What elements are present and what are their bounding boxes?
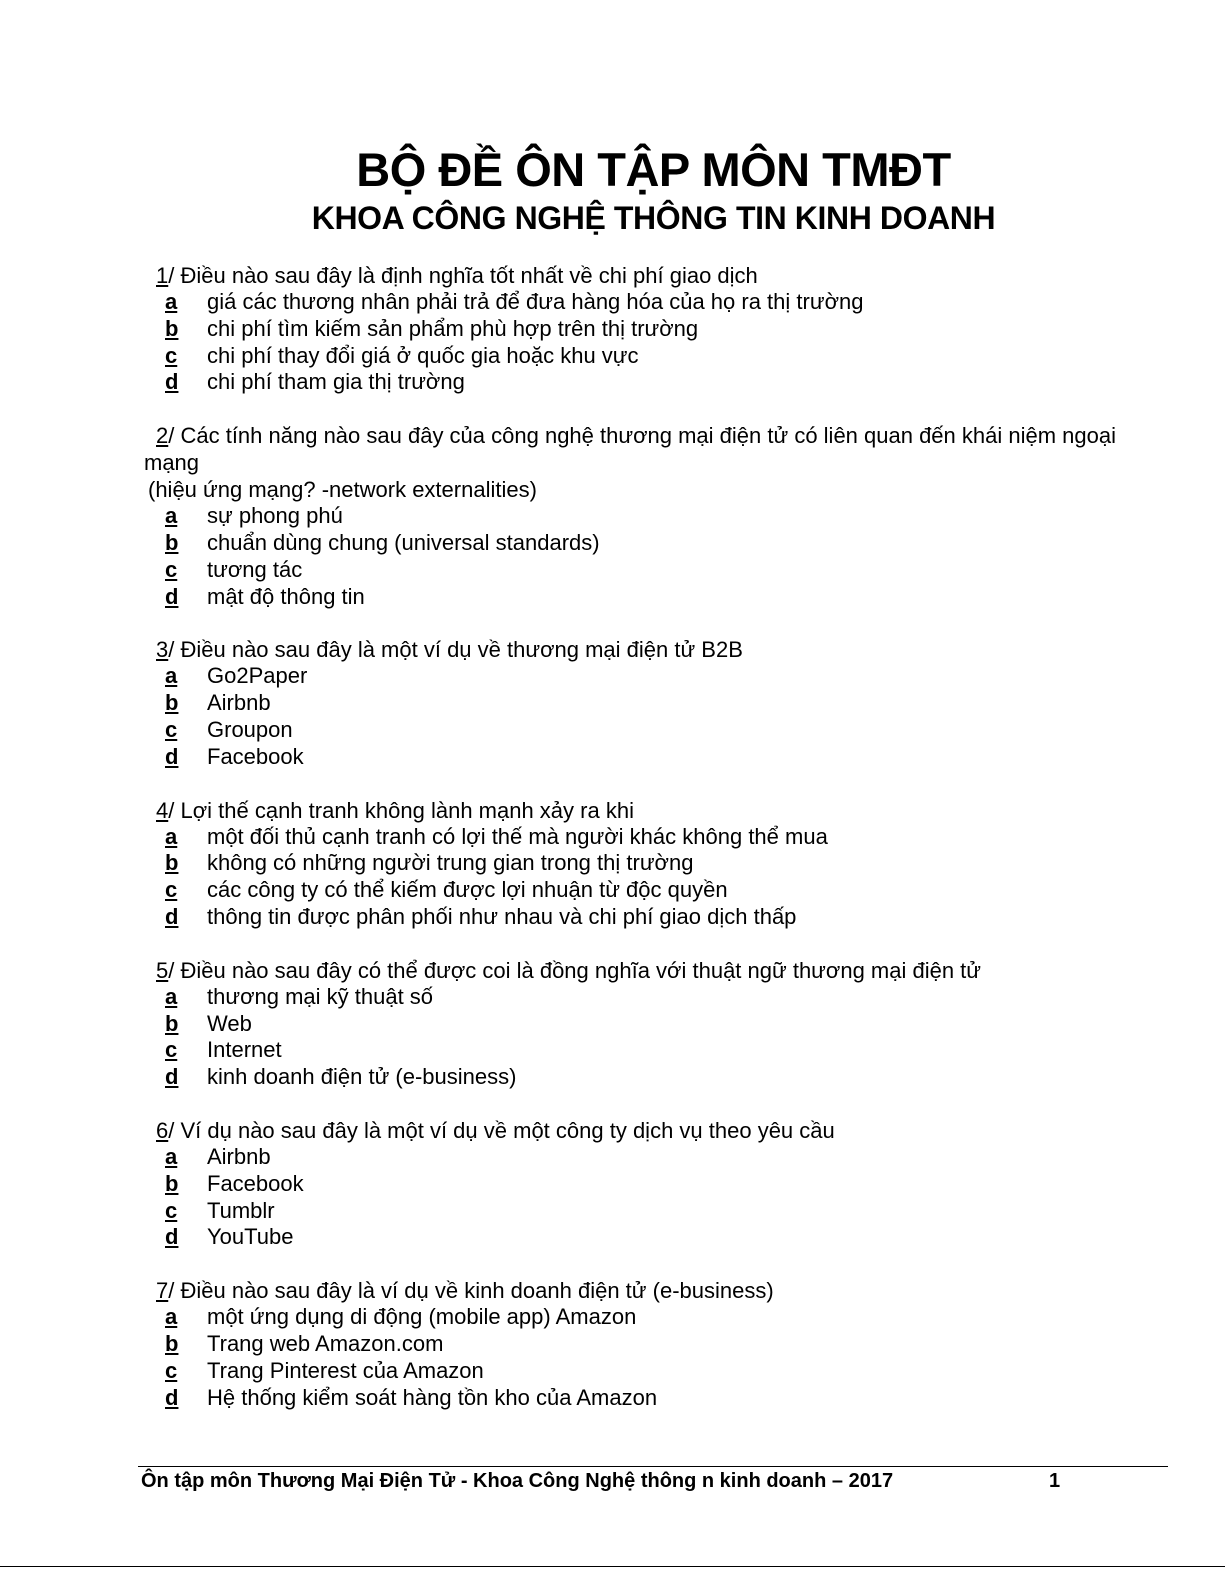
option-key: b xyxy=(165,690,179,716)
option-d xyxy=(144,744,1144,771)
option-b xyxy=(144,1011,1144,1038)
option-text: thương mại kỹ thuật số xyxy=(207,983,434,1009)
option-c xyxy=(144,717,1144,744)
option-text: chi phí tham gia thị trường xyxy=(207,369,465,395)
question-2 xyxy=(144,422,1144,610)
option-text: Trang web Amazon.com xyxy=(207,1330,444,1356)
footer-text: Ôn tập môn Thương Mại Điện Tử - Khoa Công Nghệ thông n kinh doanh – 2017 xyxy=(141,1470,894,1492)
option-text: Trang Pinterest của Amazon xyxy=(207,1357,484,1383)
option-key: b xyxy=(165,315,179,341)
question-4 xyxy=(144,797,1144,931)
page-bottom-divider xyxy=(0,1566,1225,1567)
option-text: tương tác xyxy=(207,556,303,582)
question-note: (hiệu ứng mạng? -network externalities) xyxy=(148,477,537,503)
option-c xyxy=(144,1037,1144,1064)
page-number: 1 xyxy=(1049,1470,1061,1492)
option-d xyxy=(144,1064,1144,1091)
question-3 xyxy=(144,636,1144,770)
question-number: 4 xyxy=(156,797,169,823)
option-key: a xyxy=(165,1143,178,1169)
question-text: / Các tính năng nào sau đây của công nghệ thương mại điện tử có liên quan đến khái niệm ngoại mạng xyxy=(144,423,1116,476)
question-text: / Ví dụ nào sau đây là một ví dụ về một công ty dịch vụ theo yêu cầu xyxy=(168,1117,835,1143)
option-text: một ứng dụng di động (mobile app) Amazon xyxy=(207,1304,637,1330)
option-text: không có những người trung gian trong thị trường xyxy=(207,850,694,876)
option-key: a xyxy=(165,1304,178,1330)
option-a xyxy=(144,1304,1144,1331)
option-key: b xyxy=(165,529,179,555)
option-list xyxy=(144,1304,1144,1411)
option-text: thông tin được phân phối như nhau và chi phí giao dịch thấp xyxy=(207,903,797,929)
question-text: / Điều nào sau đây là ví dụ về kinh doanh điện tử (e-business) xyxy=(168,1278,774,1304)
option-b xyxy=(144,690,1144,717)
option-key: b xyxy=(165,850,179,876)
option-text: chi phí thay đổi giá ở quốc gia hoặc khu vực xyxy=(207,342,639,368)
question-number: 7 xyxy=(156,1278,169,1304)
option-d xyxy=(144,1385,1144,1412)
option-text: Internet xyxy=(207,1037,282,1063)
option-text: Hệ thống kiểm soát hàng tồn kho của Amazon xyxy=(207,1384,658,1410)
option-list xyxy=(144,1144,1144,1251)
option-a xyxy=(144,1144,1144,1171)
option-key: d xyxy=(165,583,179,609)
option-key: a xyxy=(165,663,178,689)
option-a xyxy=(144,663,1144,690)
option-key: c xyxy=(165,342,178,368)
option-key: c xyxy=(165,877,178,903)
option-key: d xyxy=(165,743,179,769)
question-number: 6 xyxy=(156,1117,169,1143)
option-key: d xyxy=(165,1384,179,1410)
option-c xyxy=(144,1358,1144,1385)
option-key: b xyxy=(165,1010,179,1036)
option-text: mật độ thông tin xyxy=(207,583,365,609)
option-text: kinh doanh điện tử (e-business) xyxy=(207,1064,517,1090)
question-5 xyxy=(144,957,1144,1091)
option-key: a xyxy=(165,983,178,1009)
option-key: c xyxy=(165,1197,178,1223)
option-list xyxy=(144,824,1144,931)
option-text: các công ty có thể kiếm được lợi nhuận từ độc quyền xyxy=(207,877,728,903)
option-text: sự phong phú xyxy=(207,503,343,529)
option-key: d xyxy=(165,903,179,929)
option-c xyxy=(144,877,1144,904)
option-key: a xyxy=(165,289,178,314)
option-key: b xyxy=(165,1170,179,1196)
question-text: / Điều nào sau đây là định nghĩa tốt nhất về chi phí giao dịch xyxy=(168,263,758,288)
document-title: BỘ ĐỀ ÔN TẬP MÔN TMĐT xyxy=(356,143,951,196)
option-text: chuẩn dùng chung (universal standards) xyxy=(207,529,600,555)
option-text: Facebook xyxy=(207,1170,304,1196)
option-a xyxy=(144,289,1144,316)
option-list xyxy=(144,503,1144,610)
question-text: / Lợi thế cạnh tranh không lành mạnh xảy ra khi xyxy=(168,797,634,823)
option-text: YouTube xyxy=(207,1224,294,1250)
option-list xyxy=(144,663,1144,770)
option-key: a xyxy=(165,503,178,529)
option-d xyxy=(144,904,1144,931)
option-b xyxy=(144,316,1144,343)
option-text: Airbnb xyxy=(207,1143,271,1169)
option-d xyxy=(144,584,1144,611)
option-key: c xyxy=(165,556,178,582)
option-text: Groupon xyxy=(207,716,293,742)
question-list xyxy=(144,262,1144,1437)
option-text: chi phí tìm kiếm sản phẩm phù hợp trên thị trường xyxy=(207,315,699,341)
option-key: b xyxy=(165,1330,179,1356)
option-b xyxy=(144,1171,1144,1198)
option-key: d xyxy=(165,1064,179,1090)
document-subtitle: KHOA CÔNG NGHỆ THÔNG TIN KINH DOANH xyxy=(311,200,996,236)
option-c xyxy=(144,557,1144,584)
option-key: d xyxy=(165,1224,179,1250)
option-key: c xyxy=(165,1357,178,1383)
question-7 xyxy=(144,1277,1144,1411)
option-text: Tumblr xyxy=(207,1197,275,1223)
option-a xyxy=(144,984,1144,1011)
option-c xyxy=(144,343,1144,370)
question-number: 1 xyxy=(156,263,169,288)
question-number: 5 xyxy=(156,957,169,983)
option-b xyxy=(144,530,1144,557)
question-6 xyxy=(144,1117,1144,1251)
option-text: Web xyxy=(207,1010,252,1036)
question-text: / Điều nào sau đây là một ví dụ về thương mại điện tử B2B xyxy=(168,637,743,663)
option-key: c xyxy=(165,716,178,742)
option-text: Facebook xyxy=(207,743,304,769)
option-b xyxy=(144,1331,1144,1358)
option-a xyxy=(144,503,1144,530)
question-number: 2 xyxy=(156,423,169,449)
option-text: giá các thương nhân phải trả để đưa hàng hóa của họ ra thị trường xyxy=(207,289,864,314)
option-a xyxy=(144,824,1144,851)
option-text: Airbnb xyxy=(207,690,271,716)
option-d xyxy=(144,1224,1144,1251)
option-text: Go2Paper xyxy=(207,663,308,689)
option-d xyxy=(144,369,1144,396)
option-key: c xyxy=(165,1037,178,1063)
question-text: / Điều nào sau đây có thể được coi là đồng nghĩa với thuật ngữ thương mại điện tử xyxy=(168,957,982,983)
question-number: 3 xyxy=(156,637,169,663)
option-key: a xyxy=(165,823,178,849)
option-b xyxy=(144,850,1144,877)
option-list xyxy=(144,984,1144,1091)
option-c xyxy=(144,1198,1144,1225)
question-1 xyxy=(144,262,1144,396)
option-text: một đối thủ cạnh tranh có lợi thế mà người khác không thể mua xyxy=(207,823,828,849)
option-list xyxy=(144,289,1144,396)
option-key: d xyxy=(165,369,179,395)
